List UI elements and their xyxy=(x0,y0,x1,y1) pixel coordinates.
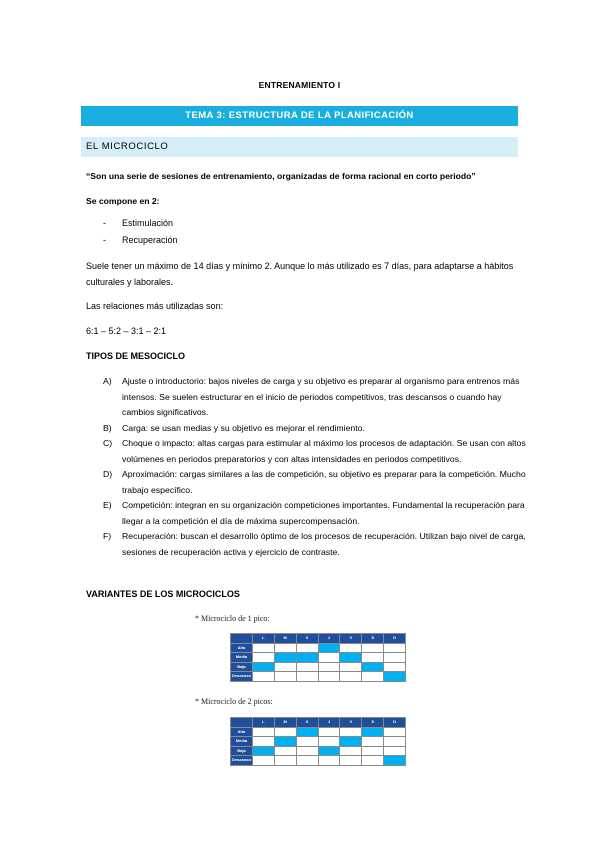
load-cell-active xyxy=(252,746,274,756)
variantes-heading: VARIANTES DE LOS MICROCICLOS xyxy=(86,589,240,599)
load-cell-active xyxy=(362,662,384,672)
table-row xyxy=(231,643,406,653)
list-item-text: Aproximación: cargas similares a las de competición, su objetivo es preparar para la competición. Mucho trabajo específico. xyxy=(122,469,526,495)
load-cell-empty xyxy=(340,756,362,766)
document-header: ENTRENAMIENTO I xyxy=(258,80,341,90)
load-cell-active xyxy=(318,746,340,756)
list-item-text: Recuperación: buscan el desarrollo óptimo de los procesos de recuperación. Utilizan bajo nivel de carga, sesiones de recuperación activa y ejercicio de contraste. xyxy=(122,531,526,557)
load-cell-empty xyxy=(252,643,274,653)
load-level-label: Alta xyxy=(231,727,253,737)
load-cell-empty xyxy=(318,653,340,663)
load-cell-empty xyxy=(274,756,296,766)
load-cell-empty xyxy=(318,737,340,747)
load-cell-empty xyxy=(252,653,274,663)
table-row xyxy=(231,746,406,756)
bullet-dash: - xyxy=(103,235,106,245)
day-header-cell: X xyxy=(296,634,318,644)
table-corner-cell xyxy=(231,718,253,728)
list-item-label: E) xyxy=(103,500,112,510)
bullet-dash: - xyxy=(103,218,106,228)
tema-title-bar: TEMA 3: ESTRUCTURA DE LA PLANIFICACIÓN xyxy=(81,106,518,126)
load-cell-empty xyxy=(296,643,318,653)
day-header-cell: S xyxy=(362,718,384,728)
figure2-caption: * Microciclo de 2 picos: xyxy=(195,697,273,706)
table-row xyxy=(231,672,406,682)
table-header-row xyxy=(231,718,406,728)
load-cell-empty xyxy=(340,746,362,756)
list-item-text: Choque o impacto: altas cargas para estimular al máximo los procesos de adaptación. Se usan con altos volúmenes en periodos preparatorios y con altas intensidades en periodos competitivos. xyxy=(122,438,526,464)
load-cell-active xyxy=(384,756,406,766)
list-item xyxy=(103,421,533,437)
list-item-label: C) xyxy=(103,438,113,448)
load-cell-empty xyxy=(362,746,384,756)
load-cell-empty xyxy=(340,662,362,672)
definition-quote: “Son una serie de sesiones de entrenamiento, organizadas de forma racional en corto periodo” xyxy=(86,171,476,181)
load-cell-empty xyxy=(274,662,296,672)
day-header-cell: J xyxy=(318,718,340,728)
day-header-cell: M xyxy=(274,634,296,644)
table-row xyxy=(231,756,406,766)
compone-label: Se compone en 2: xyxy=(86,196,160,206)
load-cell-empty xyxy=(274,727,296,737)
compone-item: Recuperación xyxy=(122,235,178,245)
list-item-label: A) xyxy=(103,376,112,386)
load-cell-empty xyxy=(384,737,406,747)
table-row xyxy=(231,662,406,672)
day-header-cell: J xyxy=(318,634,340,644)
load-cell-empty xyxy=(252,737,274,747)
load-cell-empty xyxy=(340,672,362,682)
load-cell-empty xyxy=(274,746,296,756)
load-level-label: Descanso xyxy=(231,756,253,766)
table-header-row xyxy=(231,634,406,644)
compone-item: Estimulación xyxy=(122,218,174,228)
figure1-caption: * Microciclo de 1 pico: xyxy=(195,614,270,623)
load-cell-empty xyxy=(318,756,340,766)
load-level-label: Descanso xyxy=(231,672,253,682)
load-cell-empty xyxy=(318,662,340,672)
load-cell-active xyxy=(252,662,274,672)
load-cell-active xyxy=(362,727,384,737)
load-level-label: Alta xyxy=(231,643,253,653)
load-cell-empty xyxy=(362,756,384,766)
day-header-cell: M xyxy=(274,718,296,728)
microciclo-2-picos-table xyxy=(230,717,406,766)
load-cell-empty xyxy=(362,653,384,663)
load-cell-empty xyxy=(384,662,406,672)
load-cell-active xyxy=(296,653,318,663)
load-cell-empty xyxy=(362,643,384,653)
relaciones-values: 6:1 – 5:2 – 3:1 – 2:1 xyxy=(86,326,167,336)
load-cell-active xyxy=(274,737,296,747)
day-header-cell: V xyxy=(340,718,362,728)
load-cell-empty xyxy=(384,746,406,756)
load-cell-active xyxy=(340,737,362,747)
load-cell-empty xyxy=(340,643,362,653)
load-level-label: Baja xyxy=(231,662,253,672)
tipos-list xyxy=(103,374,533,560)
load-cell-empty xyxy=(362,672,384,682)
load-cell-active xyxy=(274,653,296,663)
tipos-heading: TIPOS DE MESOCICLO xyxy=(86,351,186,361)
list-item xyxy=(103,436,533,467)
load-cell-empty xyxy=(362,737,384,747)
load-cell-active xyxy=(318,643,340,653)
load-cell-empty xyxy=(340,727,362,737)
duracion-paragraph: Suele tener un máximo de 14 días y mínimo 2. Aunque lo más utilizado es 7 días, para adaptarse a hábitos culturales y laborales. xyxy=(86,261,514,287)
load-cell-active xyxy=(340,653,362,663)
list-item xyxy=(103,498,533,529)
list-item-label: B) xyxy=(103,422,112,433)
day-header-cell: L xyxy=(252,718,274,728)
day-header-cell: D xyxy=(384,718,406,728)
load-cell-empty xyxy=(252,672,274,682)
load-cell-empty xyxy=(296,737,318,747)
microciclo-1-pico-table xyxy=(230,633,406,682)
list-item-text: Competición: integran en su organización competiciones importantes. Fundamental la recuperación para llegar a la competición el día de máxima supercompensación. xyxy=(122,500,525,526)
load-level-label: Media xyxy=(231,653,253,663)
load-level-label: Baja xyxy=(231,746,253,756)
load-cell-empty xyxy=(318,672,340,682)
table-row xyxy=(231,653,406,663)
list-item-label: F) xyxy=(103,531,112,541)
day-header-cell: X xyxy=(296,718,318,728)
section-heading-microciclo: EL MICROCICLO xyxy=(81,137,518,157)
day-header-cell: S xyxy=(362,634,384,644)
list-item-label: D) xyxy=(103,469,113,479)
load-cell-empty xyxy=(384,727,406,737)
load-cell-empty xyxy=(296,756,318,766)
list-item xyxy=(103,374,533,421)
load-cell-empty xyxy=(252,727,274,737)
table-row xyxy=(231,737,406,747)
load-cell-empty xyxy=(384,653,406,663)
list-item xyxy=(103,467,533,498)
list-item-text: Ajuste o introductorio: bajos niveles de carga y su objetivo es preparar al organismo para entrenos más intensos. Se suelen estructurar en el inicio de periodos competitivos, tras descansos o cuando hay cambios significativos. xyxy=(122,376,520,417)
load-cell-empty xyxy=(274,643,296,653)
load-cell-empty xyxy=(296,672,318,682)
load-cell-active xyxy=(296,727,318,737)
day-header-cell: D xyxy=(384,634,406,644)
day-header-cell: V xyxy=(340,634,362,644)
load-cell-empty xyxy=(318,727,340,737)
list-item xyxy=(103,529,533,560)
load-cell-empty xyxy=(296,746,318,756)
load-cell-empty xyxy=(252,756,274,766)
list-item-text: Carga: se usan medias y su objetivo es mejorar el rendimiento. xyxy=(122,422,365,433)
day-header-cell: L xyxy=(252,634,274,644)
load-cell-empty xyxy=(274,672,296,682)
load-cell-empty xyxy=(384,643,406,653)
load-cell-active xyxy=(384,672,406,682)
load-level-label: Media xyxy=(231,737,253,747)
table-row xyxy=(231,727,406,737)
table-corner-cell xyxy=(231,634,253,644)
relaciones-label: Las relaciones más utilizadas son: xyxy=(86,301,224,311)
load-cell-empty xyxy=(296,662,318,672)
